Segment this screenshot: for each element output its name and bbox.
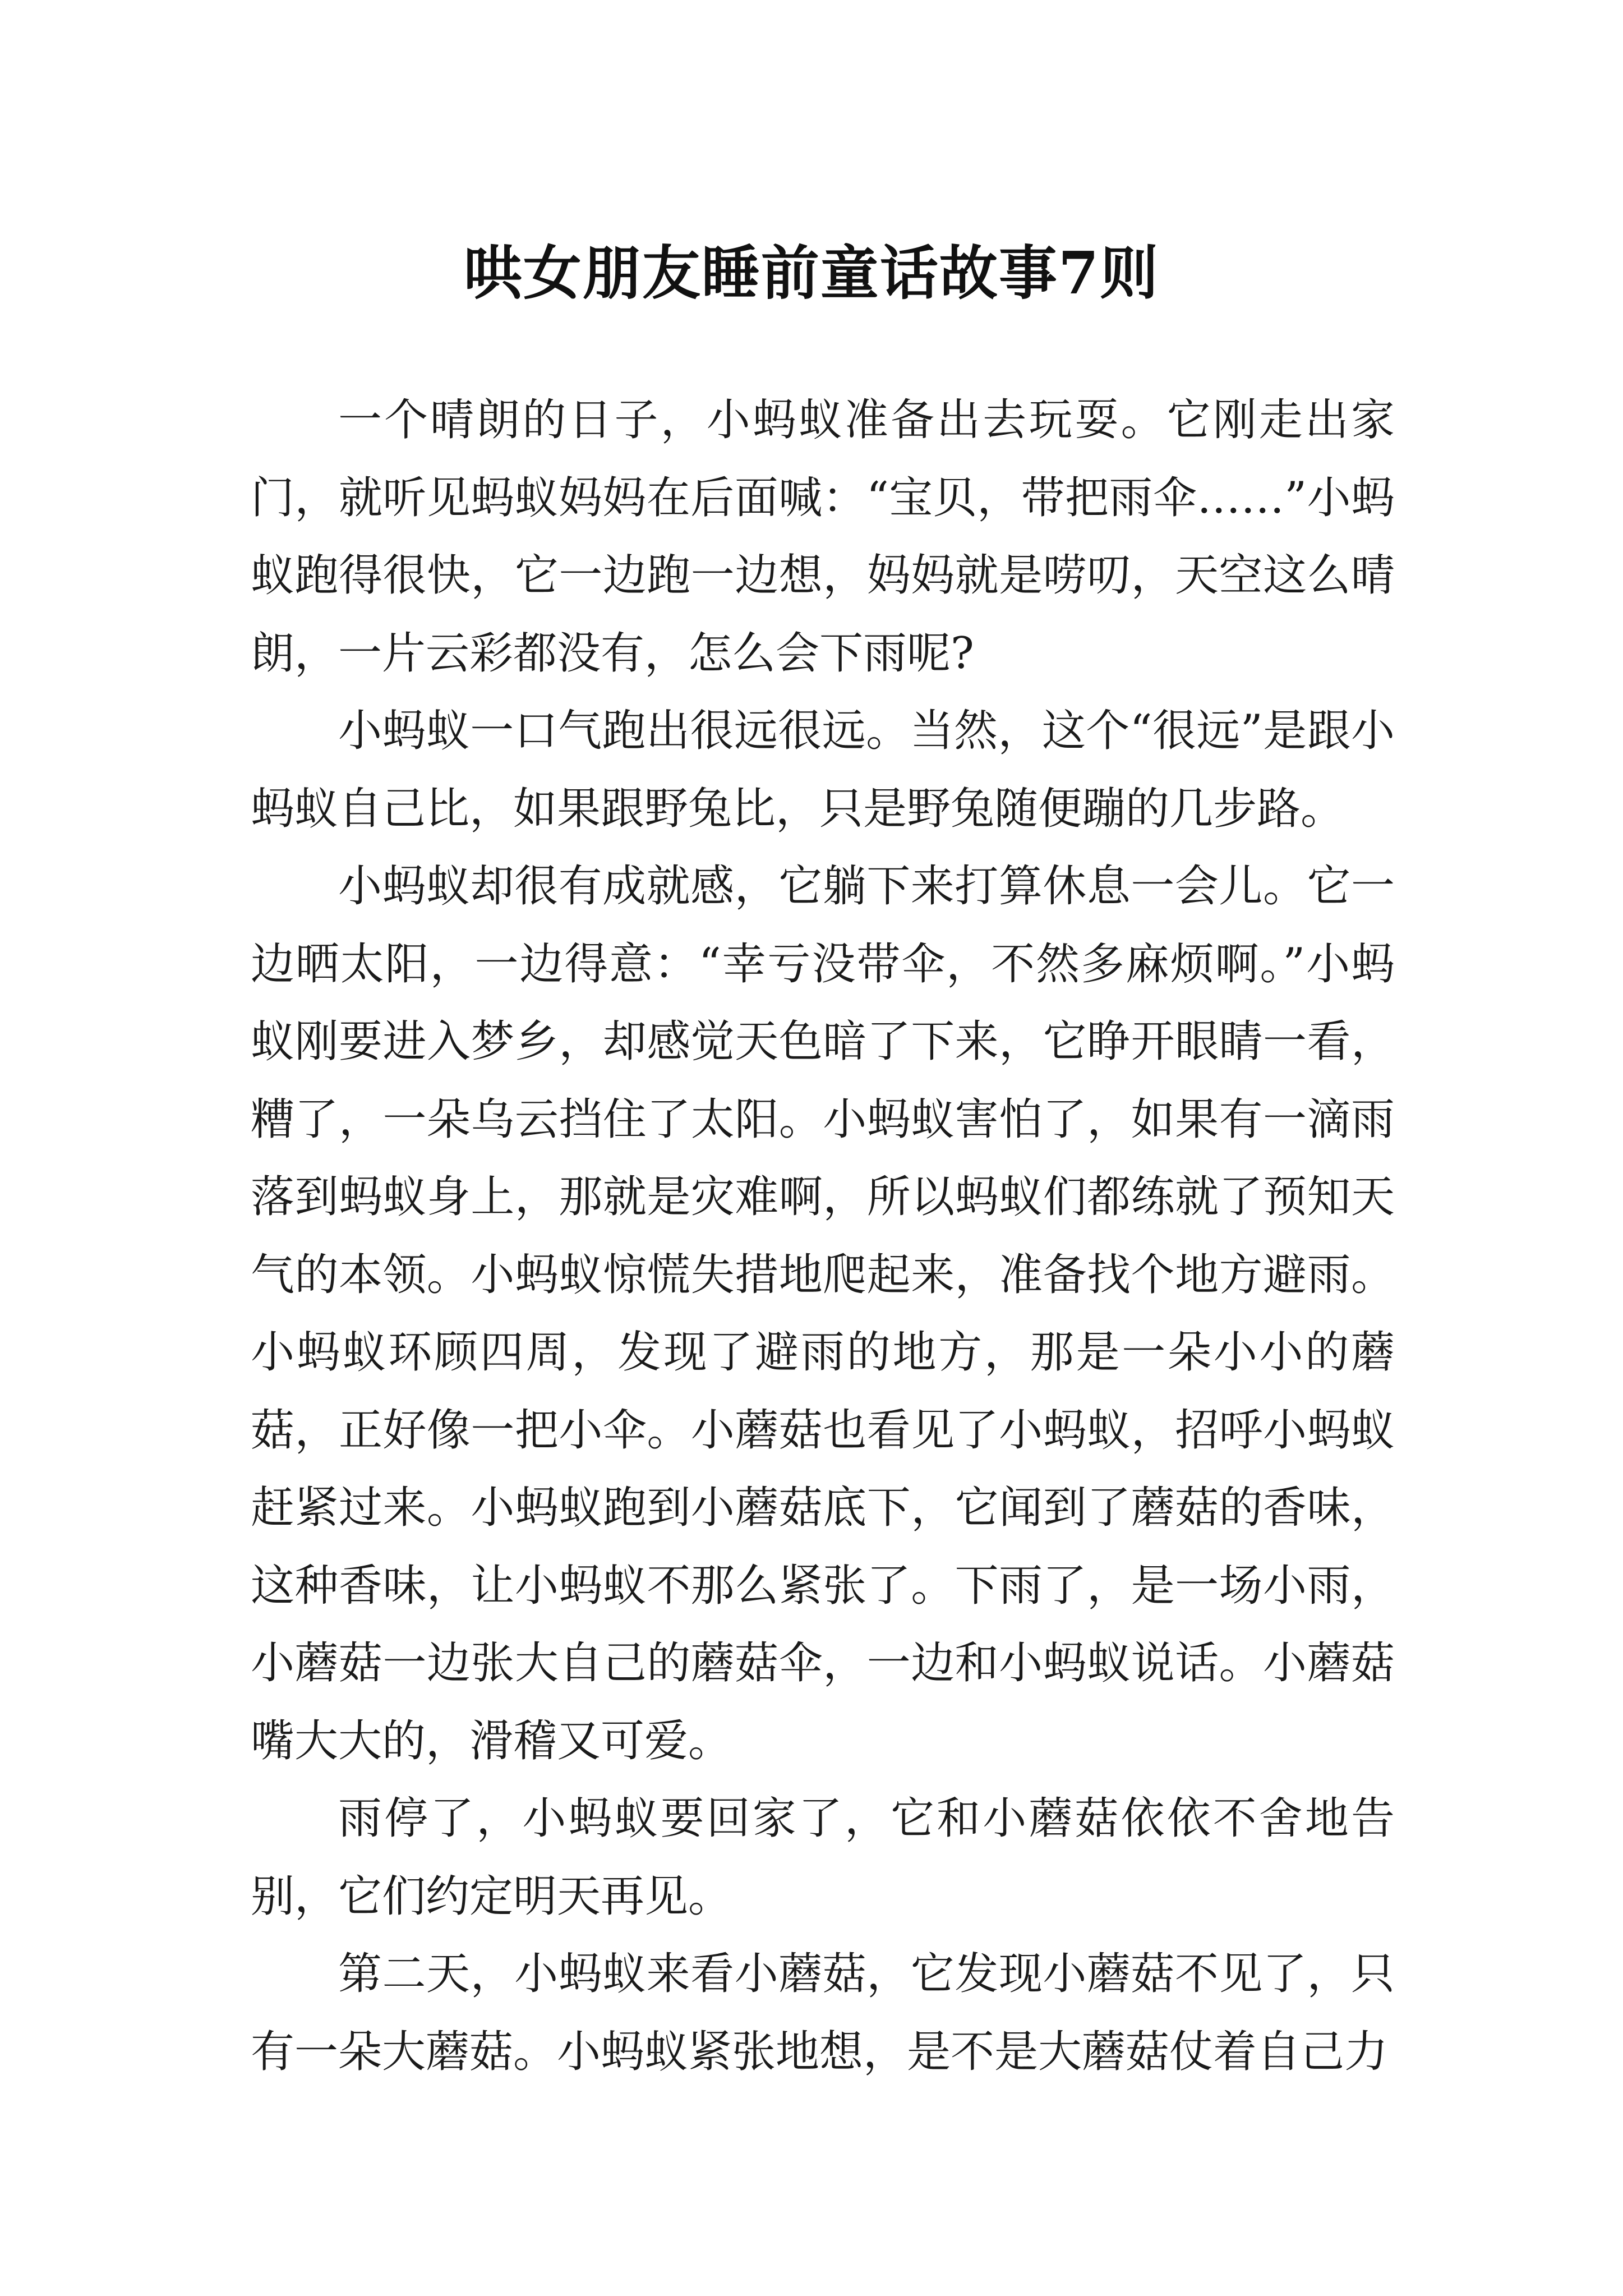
document-body [251, 381, 1395, 2091]
paragraph: 雨停了，小蚂蚁要回家了，它和小蘑菇依依不舍地告别，它们约定明天再见。 [251, 1793, 1395, 1922]
paragraph: 第二天，小蚂蚁来看小蘑菇，它发现小蘑菇不见了，只有一朵大蘑菇。小蚂蚁紧张地想，是不是大蘑菇仗着自己力 [251, 1949, 1395, 2077]
paragraph: 小蚂蚁一口气跑出很远很远。当然，这个“很远”是跟小蚂蚁自己比，如果跟野兔比，只是野兔随便蹦的几步路。 [251, 706, 1395, 834]
paragraph: 小蚂蚁却很有成就感，它躺下来打算休息一会儿。它一边晒太阳，一边得意：“幸亏没带伞，不然多麻烦啊。”小蚂蚁刚要进入梦乡，却感觉天色暗了下来，它睁开眼睛一看，糟了，一朵乌云挡住了太阳。小蚂蚁害怕了，如果有一滴雨落到蚂蚁身上，那就是灾难啊，所以蚂蚁们都练就了预知天气的本领。小蚂蚁惊慌失措地爬起来，准备找个地方避雨。小蚂蚁环顾四周，发现了避雨的地方，那是一朵小小的蘑菇，正好像一把小伞。小蘑菇也看见了小蚂蚁，招呼小蚂蚁赶紧过来。小蚂蚁跑到小蘑菇底下，它闻到了蘑菇的香味，这种香味，让小蚂蚁不那么紧张了。下雨了，是一场小雨，小蘑菇一边张大自己的蘑菇伞，一边和小蚂蚁说话。小蘑菇嘴大大的，滑稽又可爱。 [251, 861, 1395, 1766]
document-title: 哄女朋友睡前童话故事7则 [463, 238, 1160, 307]
paragraph: 一个晴朗的日子，小蚂蚁准备出去玩耍。它刚走出家门，就听见蚂蚁妈妈在后面喊：“宝贝，带把雨伞……”小蚂蚁跑得很快，它一边跑一边想，妈妈就是唠叨，天空这么晴朗，一片云彩都没有，怎么会下雨呢? [251, 395, 1395, 679]
